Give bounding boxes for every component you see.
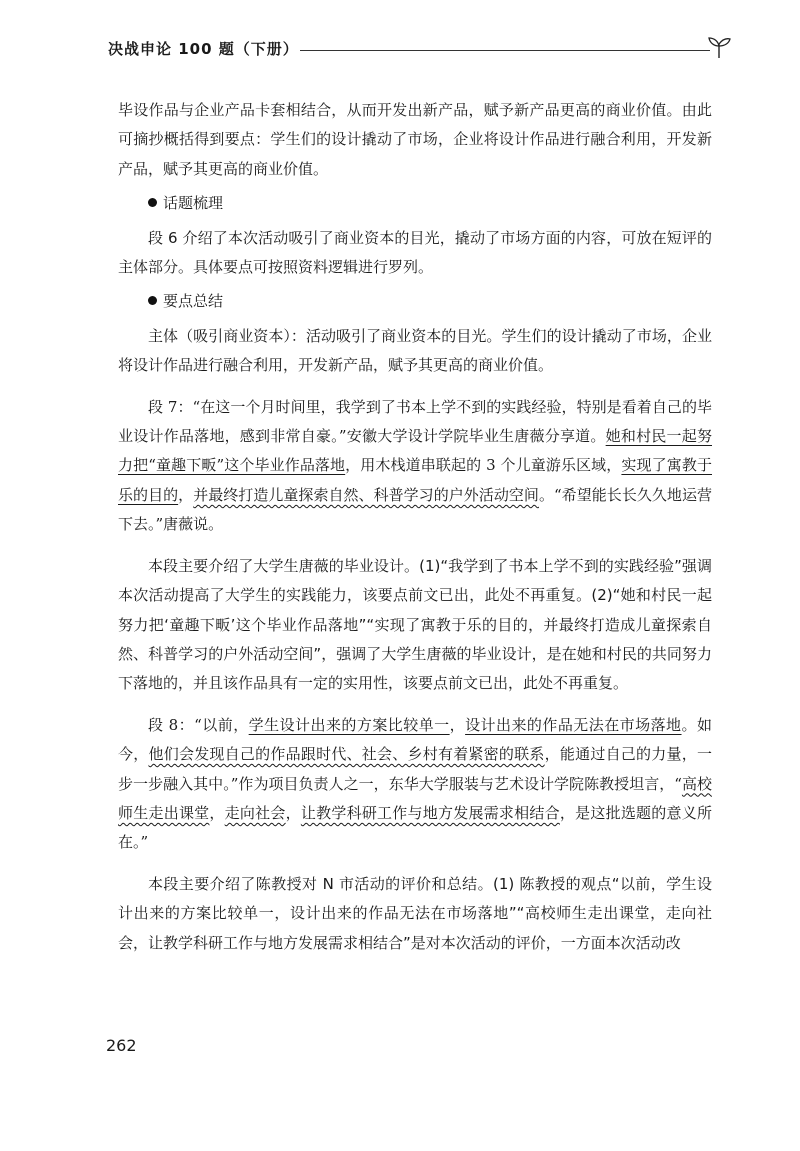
paragraph: 段 6 介绍了本次活动吸引了商业资本的目光，撬动了市场方面的内容，可放在短评的主体部分。具体要点可按照资料逻辑进行罗列。 bbox=[118, 228, 712, 277]
page-number: 262 bbox=[106, 1036, 137, 1055]
section-heading-summary: 要点总结 bbox=[118, 287, 712, 316]
running-header bbox=[108, 36, 728, 66]
quoted-paragraph-7: 段 7：“在这一个月时间里，我学到了书本上学不到的实践经验，特别是看着自己的毕业设计作品落地，感到非常自豪。”安徽大学设计学院毕业生唐薇分享道。她和村民一起努力把“童趣下畈”这个毕业作品落地，用木栈道串联起的 3 个儿童游乐区域，实现了寓教于乐的目的，并最终打造儿童探索自然、科普学习的户外活动空间。“希望能长长久久地运营下去。”唐薇说。 bbox=[118, 397, 712, 534]
paragraph: 本段主要介绍了陈教授对 N 市活动的评价和总结。(1) 陈教授的观点“以前，学生设计出来的方案比较单一，设计出来的作品无法在市场落地”“高校师生走出课堂，走向社会，让教学科研工作与地方发展需求相结合”是对本次活动的评价，一方面本次活动改 bbox=[118, 874, 712, 952]
header-rule bbox=[300, 50, 710, 51]
paragraph: 本段主要介绍了大学生唐薇的毕业设计。(1)“我学到了书本上学不到的实践经验”强调本次活动提高了大学生的实践能力，该要点前文已出，此处不再重复。(2)“她和村民一起努力把‘童趣下畈’这个毕业作品落地”“实现了寓教于乐的目的，并最终打造成儿童探索自然、科普学习的户外活动空间”，强调了大学生唐薇的毕业设计，是在她和村民的共同努力下落地的，并且该作品具有一定的实用性，该要点前文已出，此处不再重复。 bbox=[118, 556, 712, 693]
bullet-icon bbox=[148, 198, 157, 207]
paragraph: 主体（吸引商业资本）：活动吸引了商业资本的目光。学生们的设计撬动了市场，企业将设计作品进行融合利用，开发新产品，赋予其更高的商业价值。 bbox=[118, 326, 712, 375]
section-heading-topic: 话题梳理 bbox=[118, 189, 712, 218]
paragraph: 毕设作品与企业产品卡套相结合，从而开发出新产品，赋予新产品更高的商业价值。由此可摘抄概括得到要点：学生们的设计撬动了市场，企业将设计作品进行融合利用，开发新产品，赋予其更高的商业价值。 bbox=[118, 101, 712, 178]
quoted-paragraph-8: 段 8：“以前，学生设计出来的方案比较单一，设计出来的作品无法在市场落地。如今，他们会发现自己的作品跟时代、社会、乡村有着紧密的联系，能通过自己的力量，一步一步融入其中。”作为项目负责人之一，东华大学服装与艺术设计学院陈教授坦言，“高校师生走出课堂，走向社会，让教学科研工作与地方发展需求相结合，是这批选题的意义所在。” bbox=[118, 715, 712, 852]
page-body bbox=[118, 96, 712, 958]
book-title: 决战申论 100 题（下册） bbox=[108, 40, 299, 58]
bullet-icon bbox=[148, 296, 157, 305]
sprout-icon bbox=[706, 34, 732, 60]
